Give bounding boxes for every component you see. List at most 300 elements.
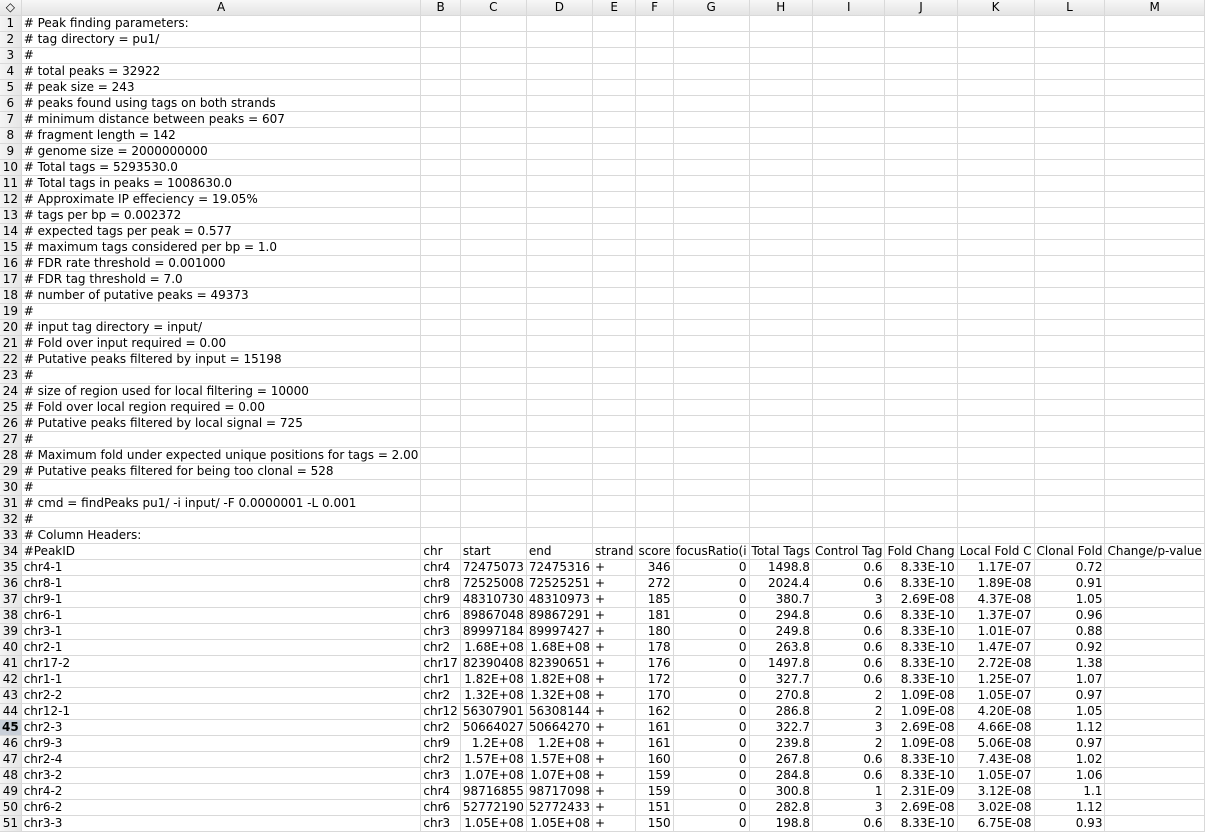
row-header[interactable]: 13: [0, 208, 21, 224]
data-cell[interactable]: chr8-1: [21, 576, 421, 592]
empty-cell[interactable]: [812, 272, 885, 288]
empty-cell[interactable]: [885, 48, 957, 64]
empty-cell[interactable]: [957, 64, 1034, 80]
empty-cell[interactable]: [460, 64, 526, 80]
data-cell[interactable]: 0: [673, 608, 749, 624]
data-cell[interactable]: 7.43E-08: [957, 752, 1034, 768]
empty-cell[interactable]: [1034, 48, 1105, 64]
empty-cell[interactable]: [749, 400, 812, 416]
empty-cell[interactable]: [1105, 144, 1204, 160]
empty-cell[interactable]: [636, 256, 673, 272]
empty-cell[interactable]: [421, 464, 460, 480]
data-cell[interactable]: 1.02: [1034, 752, 1105, 768]
data-cell[interactable]: +: [592, 720, 635, 736]
row-header[interactable]: 45: [0, 720, 21, 736]
data-cell[interactable]: 2.31E-09: [885, 784, 957, 800]
data-cell[interactable]: 72525251: [526, 576, 592, 592]
empty-cell[interactable]: [526, 416, 592, 432]
data-cell[interactable]: 8.33E-10: [885, 560, 957, 576]
empty-cell[interactable]: [421, 48, 460, 64]
data-cell[interactable]: [1105, 640, 1204, 656]
empty-cell[interactable]: [636, 288, 673, 304]
row-header[interactable]: 38: [0, 608, 21, 624]
empty-cell[interactable]: [673, 432, 749, 448]
empty-cell[interactable]: [1105, 96, 1204, 112]
empty-cell[interactable]: [636, 320, 673, 336]
data-cell[interactable]: 161: [636, 720, 673, 736]
empty-cell[interactable]: [1105, 432, 1204, 448]
empty-cell[interactable]: [673, 368, 749, 384]
empty-cell[interactable]: [1105, 48, 1204, 64]
header-cell[interactable]: Clonal Fold: [1034, 544, 1105, 560]
empty-cell[interactable]: [460, 480, 526, 496]
row-header[interactable]: 33: [0, 528, 21, 544]
empty-cell[interactable]: [957, 160, 1034, 176]
data-cell[interactable]: 82390408: [460, 656, 526, 672]
data-cell[interactable]: +: [592, 816, 635, 832]
empty-cell[interactable]: [421, 192, 460, 208]
empty-cell[interactable]: [749, 480, 812, 496]
empty-cell[interactable]: [421, 512, 460, 528]
empty-cell[interactable]: [885, 208, 957, 224]
empty-cell[interactable]: [636, 144, 673, 160]
data-cell[interactable]: chr9-3: [21, 736, 421, 752]
data-cell[interactable]: 52772433: [526, 800, 592, 816]
empty-cell[interactable]: [1105, 112, 1204, 128]
empty-cell[interactable]: [885, 320, 957, 336]
select-all-icon[interactable]: ◇: [0, 0, 21, 16]
empty-cell[interactable]: [460, 80, 526, 96]
empty-cell[interactable]: [673, 192, 749, 208]
header-cell[interactable]: Local Fold C: [957, 544, 1034, 560]
empty-cell[interactable]: [460, 128, 526, 144]
data-cell[interactable]: 159: [636, 768, 673, 784]
data-cell[interactable]: 380.7: [749, 592, 812, 608]
empty-cell[interactable]: [1105, 256, 1204, 272]
data-cell[interactable]: +: [592, 672, 635, 688]
header-cell[interactable]: end: [526, 544, 592, 560]
empty-cell[interactable]: [1034, 16, 1105, 32]
empty-cell[interactable]: [885, 432, 957, 448]
data-cell[interactable]: 3: [812, 720, 885, 736]
empty-cell[interactable]: [526, 160, 592, 176]
data-cell[interactable]: 8.33E-10: [885, 672, 957, 688]
data-cell[interactable]: 89867048: [460, 608, 526, 624]
comment-cell[interactable]: #: [21, 480, 421, 496]
data-cell[interactable]: chr3-3: [21, 816, 421, 832]
empty-cell[interactable]: [421, 144, 460, 160]
comment-cell[interactable]: # FDR tag threshold = 7.0: [21, 272, 421, 288]
empty-cell[interactable]: [421, 112, 460, 128]
empty-cell[interactable]: [957, 416, 1034, 432]
header-cell[interactable]: Change/p-value: [1105, 544, 1204, 560]
empty-cell[interactable]: [673, 112, 749, 128]
data-cell[interactable]: 0.6: [812, 752, 885, 768]
data-cell[interactable]: 1.05E+08: [526, 816, 592, 832]
data-cell[interactable]: 0: [673, 640, 749, 656]
empty-cell[interactable]: [749, 304, 812, 320]
empty-cell[interactable]: [636, 480, 673, 496]
empty-cell[interactable]: [1034, 496, 1105, 512]
empty-cell[interactable]: [460, 352, 526, 368]
empty-cell[interactable]: [812, 144, 885, 160]
data-cell[interactable]: 56307901: [460, 704, 526, 720]
empty-cell[interactable]: [885, 416, 957, 432]
data-cell[interactable]: 0: [673, 704, 749, 720]
empty-cell[interactable]: [812, 112, 885, 128]
empty-cell[interactable]: [749, 128, 812, 144]
row-header[interactable]: 17: [0, 272, 21, 288]
empty-cell[interactable]: [592, 448, 635, 464]
empty-cell[interactable]: [526, 496, 592, 512]
row-header[interactable]: 4: [0, 64, 21, 80]
column-header-i[interactable]: I: [812, 0, 885, 16]
comment-cell[interactable]: #: [21, 304, 421, 320]
data-cell[interactable]: 8.33E-10: [885, 640, 957, 656]
comment-cell[interactable]: # Putative peaks filtered by local signal = 725: [21, 416, 421, 432]
empty-cell[interactable]: [460, 112, 526, 128]
data-cell[interactable]: 1.32E+08: [460, 688, 526, 704]
empty-cell[interactable]: [885, 224, 957, 240]
row-header[interactable]: 32: [0, 512, 21, 528]
empty-cell[interactable]: [1105, 304, 1204, 320]
row-header[interactable]: 47: [0, 752, 21, 768]
data-cell[interactable]: 1.57E+08: [460, 752, 526, 768]
empty-cell[interactable]: [421, 368, 460, 384]
data-cell[interactable]: chr2: [421, 752, 460, 768]
empty-cell[interactable]: [460, 512, 526, 528]
empty-cell[interactable]: [592, 496, 635, 512]
data-cell[interactable]: chr12: [421, 704, 460, 720]
data-cell[interactable]: 0: [673, 560, 749, 576]
data-cell[interactable]: 0.93: [1034, 816, 1105, 832]
empty-cell[interactable]: [421, 208, 460, 224]
comment-cell[interactable]: # minimum distance between peaks = 607: [21, 112, 421, 128]
empty-cell[interactable]: [636, 80, 673, 96]
header-cell[interactable]: Control Tag: [812, 544, 885, 560]
empty-cell[interactable]: [460, 384, 526, 400]
empty-cell[interactable]: [592, 224, 635, 240]
empty-cell[interactable]: [526, 192, 592, 208]
empty-cell[interactable]: [749, 336, 812, 352]
empty-cell[interactable]: [957, 32, 1034, 48]
row-header[interactable]: 11: [0, 176, 21, 192]
empty-cell[interactable]: [1034, 512, 1105, 528]
empty-cell[interactable]: [885, 80, 957, 96]
empty-cell[interactable]: [421, 80, 460, 96]
data-cell[interactable]: chr4-1: [21, 560, 421, 576]
empty-cell[interactable]: [592, 512, 635, 528]
data-cell[interactable]: 0: [673, 752, 749, 768]
data-cell[interactable]: +: [592, 608, 635, 624]
empty-cell[interactable]: [1105, 192, 1204, 208]
data-cell[interactable]: +: [592, 560, 635, 576]
empty-cell[interactable]: [526, 432, 592, 448]
empty-cell[interactable]: [592, 128, 635, 144]
empty-cell[interactable]: [749, 352, 812, 368]
column-header-b[interactable]: B: [421, 0, 460, 16]
row-header[interactable]: 29: [0, 464, 21, 480]
empty-cell[interactable]: [592, 176, 635, 192]
empty-cell[interactable]: [749, 432, 812, 448]
empty-cell[interactable]: [673, 464, 749, 480]
data-cell[interactable]: [1105, 768, 1204, 784]
data-cell[interactable]: +: [592, 640, 635, 656]
empty-cell[interactable]: [749, 16, 812, 32]
data-cell[interactable]: 159: [636, 784, 673, 800]
empty-cell[interactable]: [592, 464, 635, 480]
row-header[interactable]: 41: [0, 656, 21, 672]
header-cell[interactable]: score: [636, 544, 673, 560]
data-cell[interactable]: 72475316: [526, 560, 592, 576]
empty-cell[interactable]: [421, 320, 460, 336]
data-cell[interactable]: 4.20E-08: [957, 704, 1034, 720]
column-header-l[interactable]: L: [1034, 0, 1105, 16]
empty-cell[interactable]: [1034, 320, 1105, 336]
empty-cell[interactable]: [957, 528, 1034, 544]
data-cell[interactable]: 0.6: [812, 624, 885, 640]
empty-cell[interactable]: [460, 416, 526, 432]
comment-cell[interactable]: # Fold over local region required = 0.00: [21, 400, 421, 416]
row-header[interactable]: 48: [0, 768, 21, 784]
data-cell[interactable]: 0: [673, 592, 749, 608]
data-cell[interactable]: chr6: [421, 608, 460, 624]
empty-cell[interactable]: [592, 480, 635, 496]
empty-cell[interactable]: [673, 496, 749, 512]
data-cell[interactable]: +: [592, 624, 635, 640]
empty-cell[interactable]: [749, 48, 812, 64]
data-cell[interactable]: 8.33E-10: [885, 752, 957, 768]
empty-cell[interactable]: [1105, 80, 1204, 96]
data-cell[interactable]: 161: [636, 736, 673, 752]
empty-cell[interactable]: [1034, 128, 1105, 144]
empty-cell[interactable]: [421, 128, 460, 144]
column-header-f[interactable]: F: [636, 0, 673, 16]
data-cell[interactable]: 0.6: [812, 672, 885, 688]
empty-cell[interactable]: [526, 144, 592, 160]
data-cell[interactable]: 1.09E-08: [885, 704, 957, 720]
empty-cell[interactable]: [885, 368, 957, 384]
empty-cell[interactable]: [673, 48, 749, 64]
data-cell[interactable]: 1498.8: [749, 560, 812, 576]
row-header[interactable]: 10: [0, 160, 21, 176]
empty-cell[interactable]: [526, 128, 592, 144]
empty-cell[interactable]: [1105, 320, 1204, 336]
empty-cell[interactable]: [636, 368, 673, 384]
empty-cell[interactable]: [812, 432, 885, 448]
data-cell[interactable]: [1105, 800, 1204, 816]
row-header[interactable]: 46: [0, 736, 21, 752]
data-cell[interactable]: 178: [636, 640, 673, 656]
empty-cell[interactable]: [421, 480, 460, 496]
row-header[interactable]: 34: [0, 544, 21, 560]
header-cell[interactable]: focusRatio(i: [673, 544, 749, 560]
row-header[interactable]: 16: [0, 256, 21, 272]
data-cell[interactable]: 1.01E-07: [957, 624, 1034, 640]
data-cell[interactable]: 0: [673, 720, 749, 736]
empty-cell[interactable]: [592, 272, 635, 288]
empty-cell[interactable]: [421, 384, 460, 400]
comment-cell[interactable]: # Column Headers:: [21, 528, 421, 544]
empty-cell[interactable]: [1105, 176, 1204, 192]
empty-cell[interactable]: [636, 416, 673, 432]
empty-cell[interactable]: [673, 160, 749, 176]
empty-cell[interactable]: [636, 336, 673, 352]
data-cell[interactable]: 263.8: [749, 640, 812, 656]
data-cell[interactable]: 198.8: [749, 816, 812, 832]
empty-cell[interactable]: [749, 512, 812, 528]
empty-cell[interactable]: [1034, 144, 1105, 160]
data-cell[interactable]: 48310973: [526, 592, 592, 608]
data-cell[interactable]: chr6: [421, 800, 460, 816]
data-cell[interactable]: 0.91: [1034, 576, 1105, 592]
empty-cell[interactable]: [812, 336, 885, 352]
data-cell[interactable]: chr3-1: [21, 624, 421, 640]
row-header[interactable]: 26: [0, 416, 21, 432]
data-cell[interactable]: 1.07E+08: [460, 768, 526, 784]
empty-cell[interactable]: [957, 16, 1034, 32]
empty-cell[interactable]: [1034, 224, 1105, 240]
data-cell[interactable]: 50664027: [460, 720, 526, 736]
data-cell[interactable]: 0.6: [812, 560, 885, 576]
empty-cell[interactable]: [636, 304, 673, 320]
data-cell[interactable]: 1.38: [1034, 656, 1105, 672]
data-cell[interactable]: 170: [636, 688, 673, 704]
data-cell[interactable]: 4.37E-08: [957, 592, 1034, 608]
comment-cell[interactable]: # maximum tags considered per bp = 1.0: [21, 240, 421, 256]
row-header[interactable]: 35: [0, 560, 21, 576]
empty-cell[interactable]: [421, 256, 460, 272]
empty-cell[interactable]: [460, 208, 526, 224]
empty-cell[interactable]: [1105, 464, 1204, 480]
data-cell[interactable]: 8.33E-10: [885, 768, 957, 784]
empty-cell[interactable]: [592, 400, 635, 416]
column-header-c[interactable]: C: [460, 0, 526, 16]
data-cell[interactable]: 72475073: [460, 560, 526, 576]
empty-cell[interactable]: [885, 176, 957, 192]
data-cell[interactable]: 1.05: [1034, 592, 1105, 608]
data-cell[interactable]: chr6-1: [21, 608, 421, 624]
empty-cell[interactable]: [592, 16, 635, 32]
data-cell[interactable]: 52772190: [460, 800, 526, 816]
empty-cell[interactable]: [812, 176, 885, 192]
empty-cell[interactable]: [957, 240, 1034, 256]
empty-cell[interactable]: [460, 192, 526, 208]
data-cell[interactable]: 0.6: [812, 656, 885, 672]
empty-cell[interactable]: [673, 176, 749, 192]
empty-cell[interactable]: [673, 448, 749, 464]
data-cell[interactable]: 0.96: [1034, 608, 1105, 624]
comment-cell[interactable]: # FDR rate threshold = 0.001000: [21, 256, 421, 272]
empty-cell[interactable]: [885, 256, 957, 272]
empty-cell[interactable]: [460, 464, 526, 480]
empty-cell[interactable]: [1034, 304, 1105, 320]
data-cell[interactable]: 8.33E-10: [885, 816, 957, 832]
data-cell[interactable]: [1105, 720, 1204, 736]
empty-cell[interactable]: [885, 384, 957, 400]
comment-cell[interactable]: #: [21, 512, 421, 528]
data-cell[interactable]: +: [592, 576, 635, 592]
data-cell[interactable]: +: [592, 784, 635, 800]
empty-cell[interactable]: [957, 256, 1034, 272]
empty-cell[interactable]: [812, 304, 885, 320]
comment-cell[interactable]: # size of region used for local filtering = 10000: [21, 384, 421, 400]
empty-cell[interactable]: [421, 96, 460, 112]
data-cell[interactable]: 2: [812, 704, 885, 720]
empty-cell[interactable]: [526, 368, 592, 384]
empty-cell[interactable]: [749, 288, 812, 304]
empty-cell[interactable]: [1034, 528, 1105, 544]
empty-cell[interactable]: [636, 272, 673, 288]
empty-cell[interactable]: [526, 384, 592, 400]
empty-cell[interactable]: [673, 512, 749, 528]
comment-cell[interactable]: # genome size = 2000000000: [21, 144, 421, 160]
empty-cell[interactable]: [460, 496, 526, 512]
comment-cell[interactable]: # Maximum fold under expected unique positions for tags = 2.00: [21, 448, 421, 464]
empty-cell[interactable]: [812, 464, 885, 480]
comment-cell[interactable]: # Total tags in peaks = 1008630.0: [21, 176, 421, 192]
empty-cell[interactable]: [673, 240, 749, 256]
empty-cell[interactable]: [421, 224, 460, 240]
empty-cell[interactable]: [1034, 272, 1105, 288]
empty-cell[interactable]: [749, 32, 812, 48]
column-header-m[interactable]: M: [1105, 0, 1204, 16]
empty-cell[interactable]: [1034, 32, 1105, 48]
empty-cell[interactable]: [526, 288, 592, 304]
empty-cell[interactable]: [812, 48, 885, 64]
comment-cell[interactable]: #: [21, 432, 421, 448]
empty-cell[interactable]: [812, 192, 885, 208]
empty-cell[interactable]: [812, 512, 885, 528]
empty-cell[interactable]: [885, 496, 957, 512]
data-cell[interactable]: 1.2E+08: [526, 736, 592, 752]
empty-cell[interactable]: [957, 272, 1034, 288]
empty-cell[interactable]: [1105, 16, 1204, 32]
row-header[interactable]: 37: [0, 592, 21, 608]
empty-cell[interactable]: [673, 80, 749, 96]
data-cell[interactable]: 1497.8: [749, 656, 812, 672]
empty-cell[interactable]: [1034, 64, 1105, 80]
data-cell[interactable]: 3.02E-08: [957, 800, 1034, 816]
empty-cell[interactable]: [673, 208, 749, 224]
empty-cell[interactable]: [460, 96, 526, 112]
data-cell[interactable]: 98716855: [460, 784, 526, 800]
empty-cell[interactable]: [812, 160, 885, 176]
empty-cell[interactable]: [673, 64, 749, 80]
empty-cell[interactable]: [526, 176, 592, 192]
data-cell[interactable]: 272: [636, 576, 673, 592]
empty-cell[interactable]: [1034, 112, 1105, 128]
empty-cell[interactable]: [812, 208, 885, 224]
data-cell[interactable]: [1105, 752, 1204, 768]
empty-cell[interactable]: [749, 320, 812, 336]
empty-cell[interactable]: [460, 160, 526, 176]
empty-cell[interactable]: [592, 352, 635, 368]
data-cell[interactable]: 0.6: [812, 576, 885, 592]
empty-cell[interactable]: [673, 16, 749, 32]
empty-cell[interactable]: [673, 144, 749, 160]
data-cell[interactable]: chr4: [421, 560, 460, 576]
data-cell[interactable]: 3.12E-08: [957, 784, 1034, 800]
data-cell[interactable]: [1105, 672, 1204, 688]
data-cell[interactable]: 0: [673, 688, 749, 704]
empty-cell[interactable]: [812, 416, 885, 432]
data-cell[interactable]: 89867291: [526, 608, 592, 624]
empty-cell[interactable]: [592, 208, 635, 224]
empty-cell[interactable]: [526, 48, 592, 64]
data-cell[interactable]: 1.09E-08: [885, 736, 957, 752]
row-header[interactable]: 18: [0, 288, 21, 304]
